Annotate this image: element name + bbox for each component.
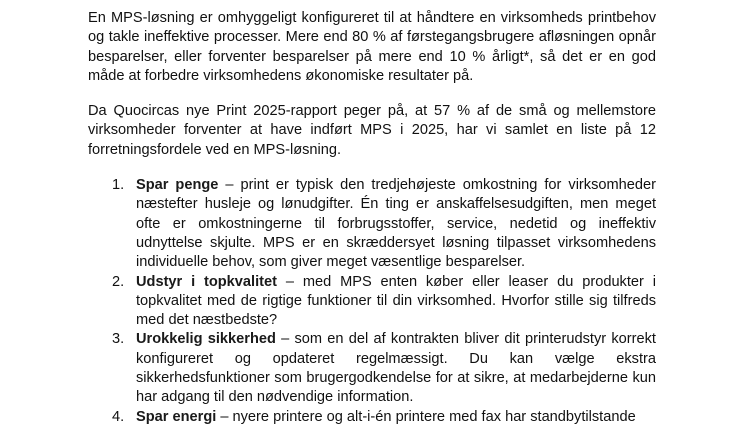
benefits-list (88, 176, 656, 427)
list-item-term: Udstyr i topkvalitet (136, 273, 277, 290)
list-item (88, 408, 656, 427)
list-item (88, 176, 656, 272)
list-item (88, 273, 656, 331)
list-item-number: 2. (112, 273, 125, 290)
document-body (88, 9, 656, 427)
report-paragraph: Da Quocircas nye Print 2025-rapport peger på, at 57 % af de små og mellemstore virksomheder forventer at have indført MPS i 2025, har vi samlet en liste på 12 forretningsfordele ved en MPS-løsning. (88, 103, 656, 158)
list-item-term: Spar energi (136, 408, 217, 425)
list-item (88, 330, 656, 407)
list-item-number: 3. (112, 331, 125, 348)
list-item-text: – nyere printere og alt-i-én printere med fax har standbytilstande (216, 408, 636, 425)
list-item-term: Urokkelig sikkerhed (136, 331, 276, 348)
intro-paragraph: En MPS-løsning er omhyggeligt konfigureret til at håndtere en virksomheds printbehov og takle ineffektive processer. Mere end 80 % af førstegangsbrugere afløsningen opnår besparelser, eller forventer besparelser på mere end 10 % årligt*, så det er en god måde at forbedre virksomhedens økonomiske resultater på. (88, 10, 656, 84)
list-item-number: 4. (112, 408, 125, 425)
list-item-text: – med MPS enten køber eller leaser du produkter i topkvalitet med de rigtige funktioner til din virksomhed. Hvorfor stille sig tilfreds med det næstbedste? (136, 273, 656, 329)
list-item-term: Spar penge (136, 177, 219, 194)
list-item-text: – print er typisk den tredjehøjeste omkostning for virksomheder næstefter husleje og lønudgifter. Én ting er anskaffelsesudgiften, men meget ofte er omkostningerne til forbrugsstoffer, service, nedetid og ineffektiv udnyttelse skjulte. MPS er en skræddersyet løsning tilpasset virksomhedens individuelle behov, som giver meget væsentlige besparelser. (136, 177, 656, 271)
list-item-number: 1. (112, 177, 125, 194)
list-item-text: – som en del af kontrakten bliver dit printerudstyr korrekt konfigureret og opdateret regelmæssigt. Du kan vælge ekstra sikkerhedsfunktioner som brugergodkendelse for at sikre, at medarbejderne kun har adgang til den nødvendige information. (136, 331, 656, 406)
